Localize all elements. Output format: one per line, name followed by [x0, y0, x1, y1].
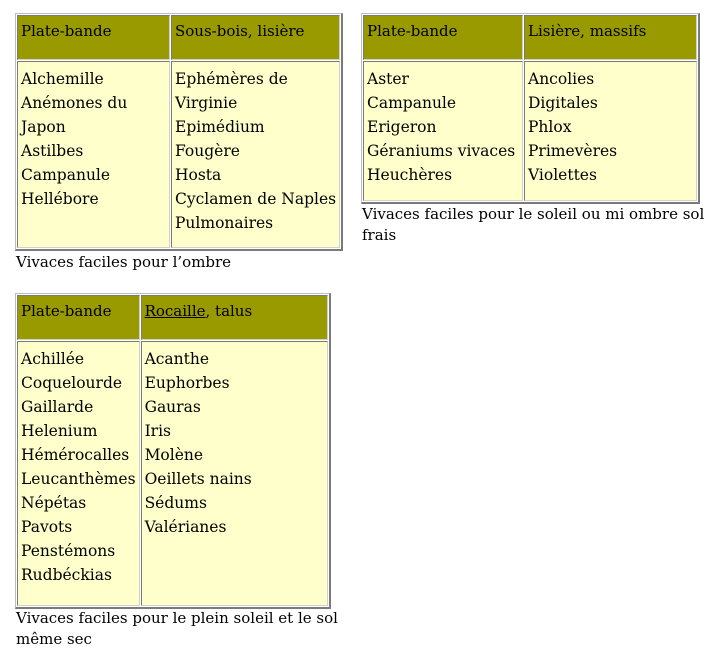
header-label-rest: , talus — [205, 302, 253, 320]
perennials-table-sun-partial — [361, 13, 700, 204]
list-item: Népétas — [21, 494, 87, 512]
list-item: Epimédium — [175, 118, 265, 136]
list-item: Helenium — [21, 422, 98, 440]
list-item: Coquelourde — [21, 374, 123, 392]
list-item: Violettes — [528, 166, 597, 184]
plant-list-cell — [524, 61, 697, 201]
plant-list — [525, 62, 696, 193]
list-item: Sédums — [144, 494, 207, 512]
list-item: Hémérocalles — [21, 446, 130, 464]
list-item: Campanule — [367, 94, 457, 112]
header-cell — [363, 15, 523, 60]
table-sun-partial-shade — [361, 13, 700, 204]
header-cell — [17, 15, 170, 60]
table-shade — [15, 13, 343, 251]
list-item: Japon — [21, 118, 66, 136]
header-cell — [524, 15, 697, 60]
plant-list — [18, 342, 139, 593]
table-caption: Vivaces faciles pour le plein soleil et le sol même sec — [16, 609, 338, 648]
header-label — [142, 296, 327, 320]
list-item: Campanule — [21, 166, 111, 184]
perennials-table-full-sun — [15, 293, 331, 609]
list-item: Molène — [144, 446, 204, 464]
list-item: Anémones du — [21, 94, 128, 112]
header-cell — [141, 295, 328, 340]
table-caption: Vivaces faciles pour l’ombre — [16, 253, 232, 271]
list-item: Hosta — [175, 166, 222, 184]
header-label: Sous-bois, lisière — [175, 22, 305, 40]
plant-list-cell — [363, 61, 523, 201]
list-item: Gauras — [144, 398, 201, 416]
header-label: Lisière, massifs — [528, 22, 647, 40]
plant-list-cell — [141, 341, 328, 606]
header-label: Plate-bande — [367, 22, 458, 40]
list-item: Gaillarde — [21, 398, 94, 416]
list-item: Iris — [144, 422, 172, 440]
list-item: Primevères — [528, 142, 618, 160]
header-label: Plate-bande — [21, 302, 112, 320]
list-item: Heuchères — [367, 166, 453, 184]
header-label: Plate-bande — [21, 22, 112, 40]
list-item: Ancolies — [528, 70, 595, 88]
list-item: Géraniums vivaces — [367, 142, 516, 160]
underlined-word: Rocaille — [144, 302, 206, 320]
plant-list — [142, 342, 327, 545]
list-item: Hellébore — [21, 190, 99, 208]
list-item: Ephémères de — [175, 70, 288, 88]
list-item: Rudbéckias — [21, 566, 112, 584]
list-item: Penstémons — [21, 542, 116, 560]
list-item: Cyclamen de Naples — [175, 190, 337, 208]
header-cell — [171, 15, 340, 60]
list-item: Astilbes — [21, 142, 84, 160]
plant-list-cell — [17, 341, 140, 606]
table-caption: Vivaces faciles pour le soleil ou mi ombre sol frais — [362, 205, 705, 244]
list-item: Fougère — [175, 142, 240, 160]
perennials-table-shade — [15, 13, 343, 251]
list-item: Leucanthèmes — [21, 470, 136, 488]
list-item: Pulmonaires — [175, 214, 274, 232]
list-item: Acanthe — [144, 350, 210, 368]
plant-list — [364, 62, 522, 193]
table-full-sun — [15, 293, 331, 609]
header-cell — [17, 295, 140, 340]
list-item: Pavots — [21, 518, 73, 536]
list-item: Oeillets nains — [144, 470, 252, 488]
list-item: Digitales — [528, 94, 598, 112]
list-item: Virginie — [175, 94, 238, 112]
list-item: Euphorbes — [144, 374, 230, 392]
plant-list — [172, 62, 339, 241]
list-item: Achillée — [21, 350, 85, 368]
list-item: Valérianes — [144, 518, 227, 536]
list-item: Aster — [367, 70, 409, 88]
plant-list-cell — [17, 61, 170, 248]
list-item: Erigeron — [367, 118, 437, 136]
plant-list — [18, 62, 169, 217]
list-item: Phlox — [528, 118, 572, 136]
list-item: Alchemille — [21, 70, 104, 88]
plant-list-cell — [171, 61, 340, 248]
